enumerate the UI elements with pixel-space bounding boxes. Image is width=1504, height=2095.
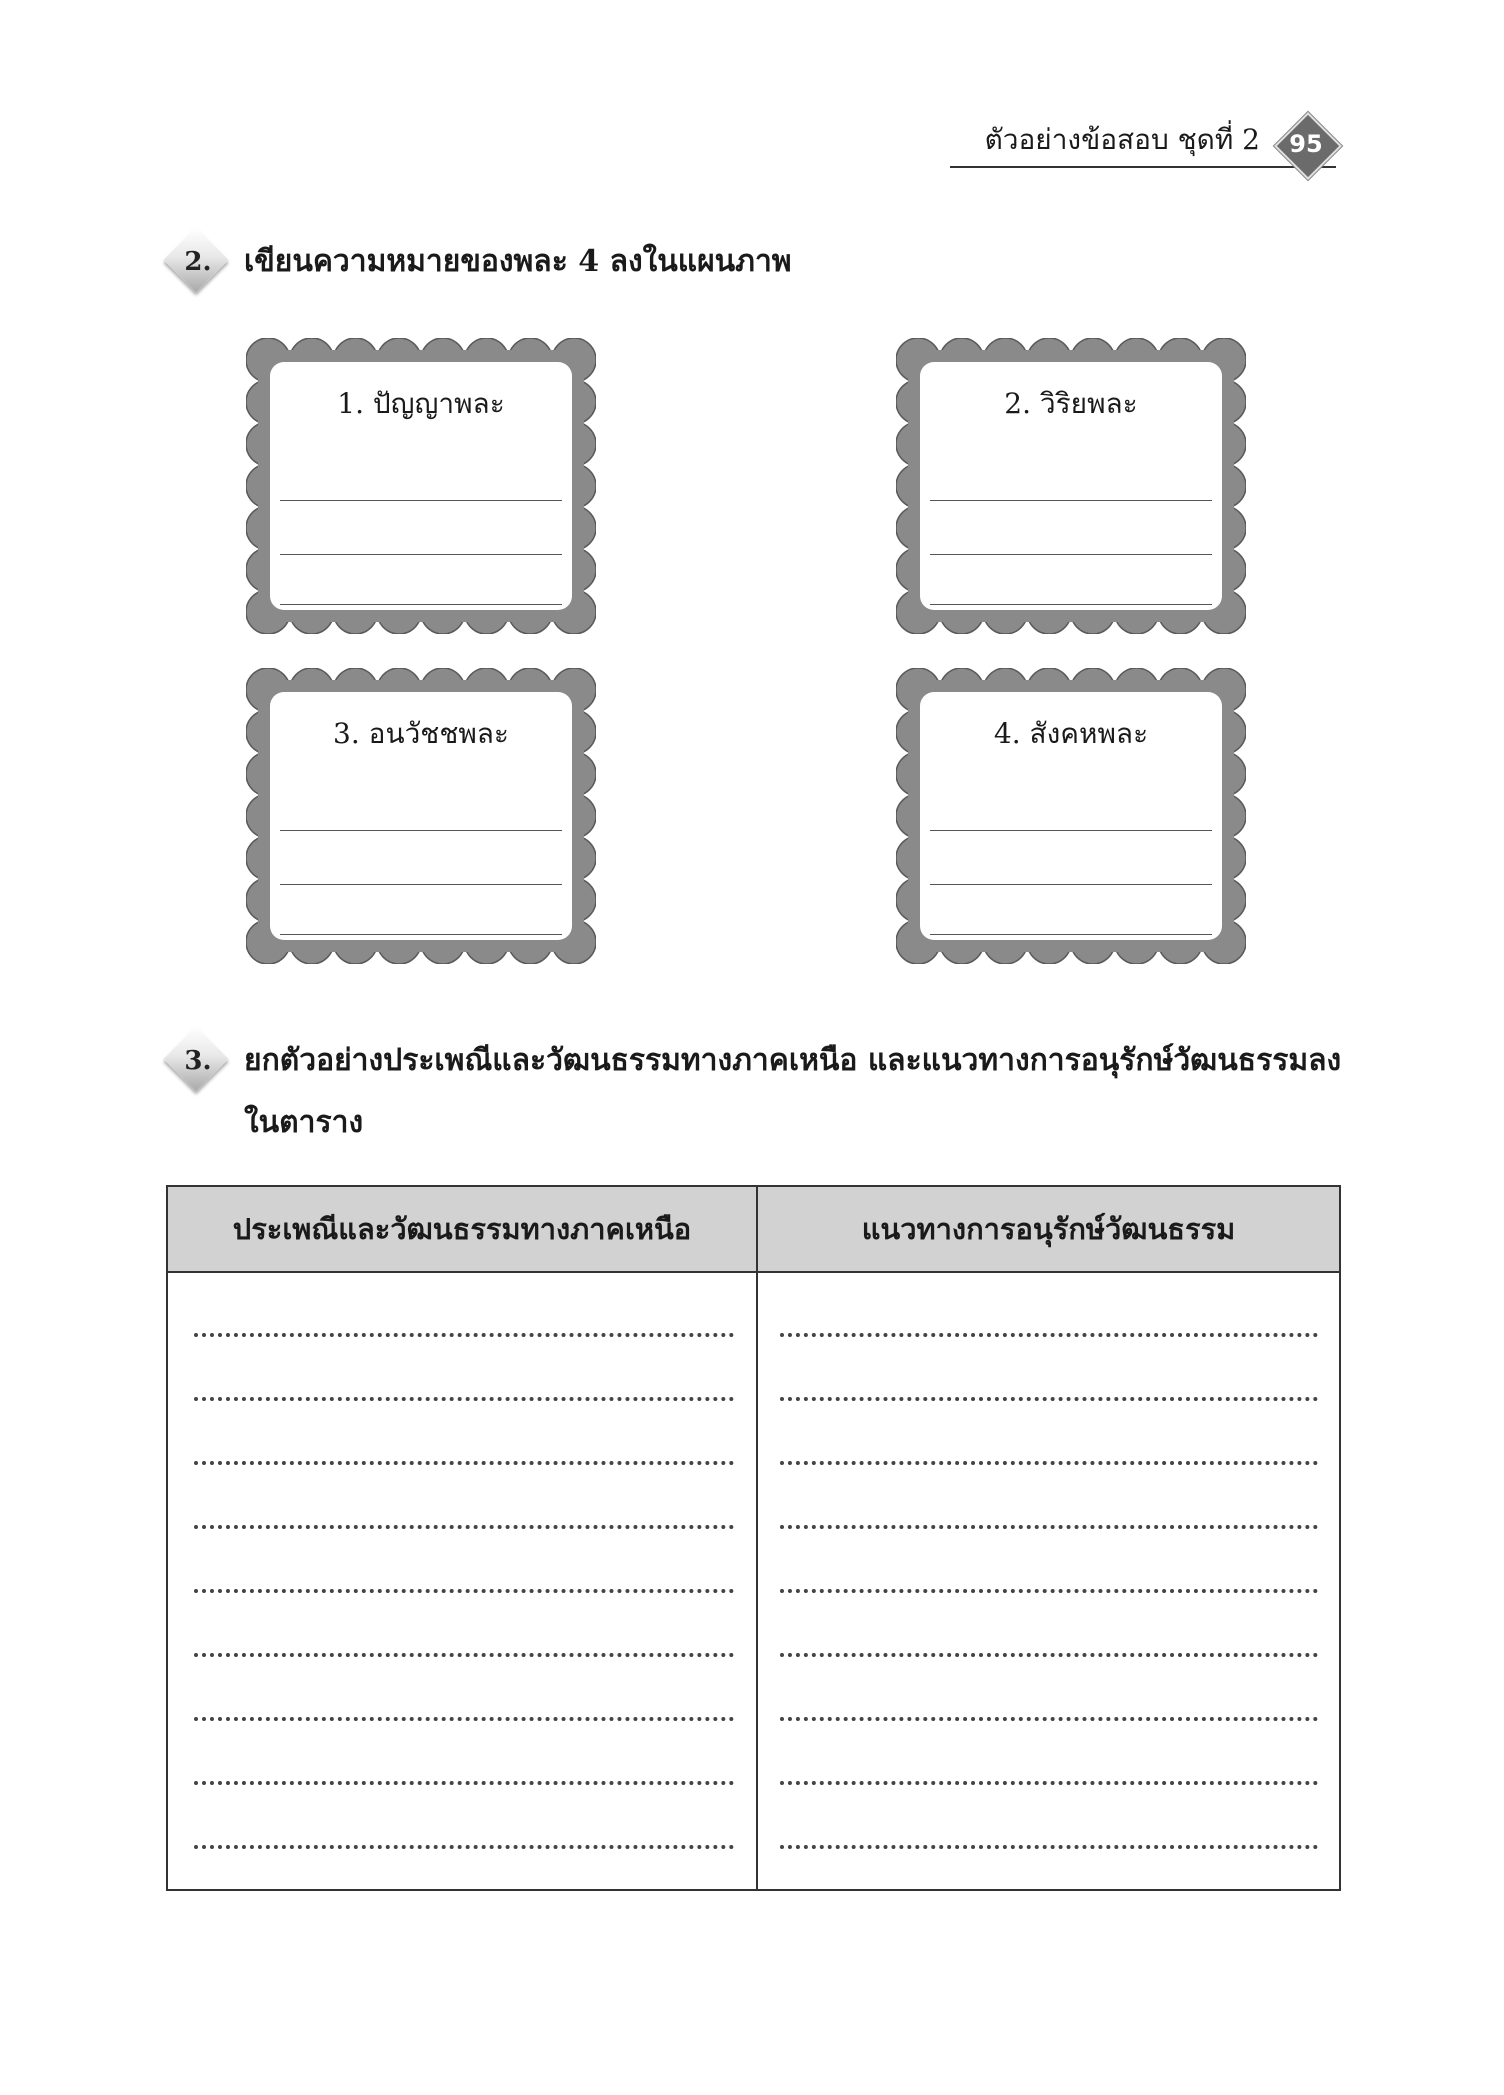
conservation-answer-line: [780, 1781, 1318, 1785]
question-3-marker: [160, 1023, 236, 1099]
conservation-answer-line: [780, 1653, 1318, 1657]
table-header-traditions: ประเพณีและวัฒนธรรมทางภาคเหนือ: [232, 1212, 692, 1246]
traditions-answer-line: [194, 1525, 734, 1529]
writing-line: [930, 604, 1212, 605]
traditions-answer-line: [194, 1333, 734, 1337]
frame-4-title: 4. สังคหพละ: [993, 717, 1149, 750]
frame-card: [920, 362, 1222, 610]
traditions-answer-line: [194, 1397, 734, 1401]
writing-line: [280, 604, 562, 605]
column-divider: [756, 1187, 758, 1889]
frame-1-title: 1. ปัญญาพละ: [337, 387, 505, 420]
conservation-answer-line: [780, 1845, 1318, 1849]
traditions-answer-line: [194, 1589, 734, 1593]
conservation-answer-line: [780, 1461, 1318, 1465]
traditions-answer-line: [194, 1717, 734, 1721]
table-header-conservation: แนวทางการอนุรักษ์วัฒนธรรม: [861, 1212, 1236, 1246]
writing-line: [280, 554, 562, 555]
scalloped-frame-2: [896, 338, 1246, 634]
frame-3-title: 3. อนวัชชพละ: [333, 717, 509, 750]
conservation-answer-line: [780, 1333, 1318, 1337]
answer-table: [166, 1185, 1341, 1891]
question-3-number: 3.: [184, 1046, 212, 1076]
traditions-answer-line: [194, 1781, 734, 1785]
writing-line: [280, 934, 562, 935]
frame-card: [920, 692, 1222, 940]
running-header-title: ตัวอย่างข้อสอบ ชุดที่ 2: [984, 123, 1260, 156]
page-number-badge: [1274, 112, 1338, 176]
conservation-answer-line: [780, 1717, 1318, 1721]
scalloped-frame-1: [246, 338, 596, 634]
question-3-prompt-line-2: ในตาราง: [244, 1105, 364, 1140]
writing-line: [930, 500, 1212, 501]
page-number: 95: [1289, 130, 1323, 158]
writing-line: [280, 830, 562, 831]
traditions-answer-line: [194, 1461, 734, 1465]
scalloped-frame-4: [896, 668, 1246, 964]
traditions-answer-line: [194, 1653, 734, 1657]
writing-line: [930, 554, 1212, 555]
writing-line: [280, 884, 562, 885]
traditions-answer-line: [194, 1845, 734, 1849]
conservation-answer-line: [780, 1525, 1318, 1529]
conservation-answer-line: [780, 1589, 1318, 1593]
question-2-marker: [160, 224, 236, 300]
writing-line: [930, 830, 1212, 831]
conservation-answer-line: [780, 1397, 1318, 1401]
frame-card: [270, 362, 572, 610]
question-2-prompt: เขียนความหมายของพละ 4 ลงในแผนภาพ: [244, 244, 792, 279]
writing-line: [930, 934, 1212, 935]
question-2-number: 2.: [184, 247, 212, 277]
scalloped-frame-3: [246, 668, 596, 964]
frame-2-title: 2. วิริยพละ: [1004, 387, 1138, 420]
writing-line: [930, 884, 1212, 885]
question-3-prompt-line-1: ยกตัวอย่างประเพณีและวัฒนธรรมทางภาคเหนือ และแนวทางการอนุรักษ์วัฒนธรรมลง: [244, 1043, 1342, 1078]
frame-card: [270, 692, 572, 940]
writing-line: [280, 500, 562, 501]
